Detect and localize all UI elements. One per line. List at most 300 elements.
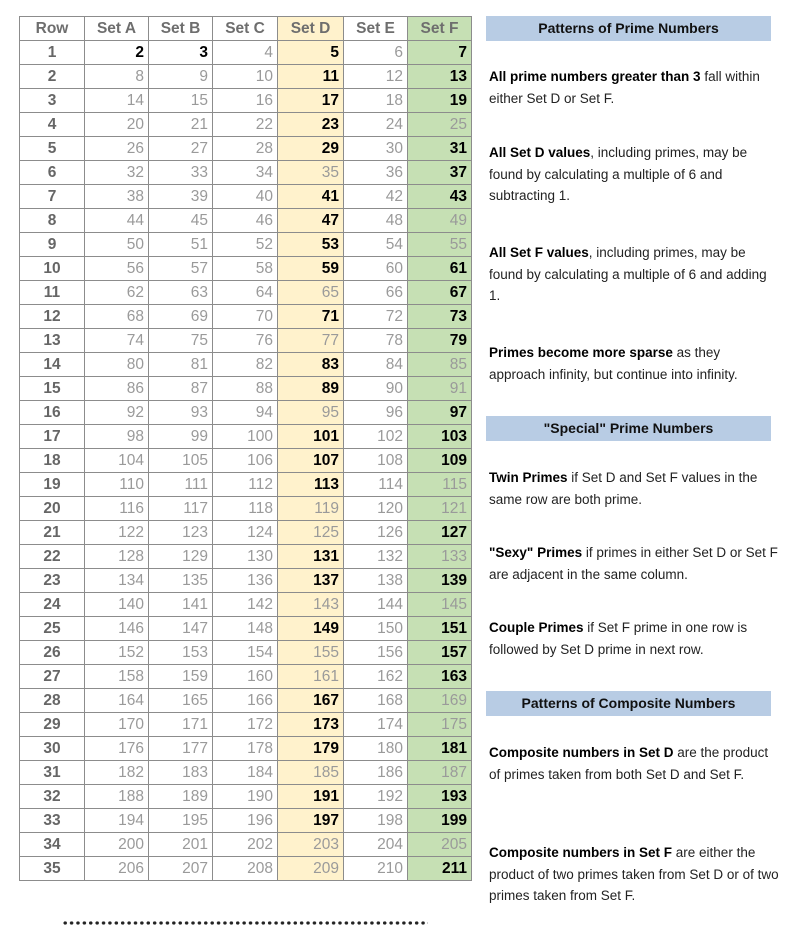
set-a-cell: 110 — [85, 473, 149, 497]
set-d-cell: 113 — [278, 473, 344, 497]
set-e-cell: 210 — [344, 857, 408, 881]
table-row — [20, 545, 472, 569]
set-e-cell: 192 — [344, 785, 408, 809]
set-a-cell: 200 — [85, 833, 149, 857]
set-f-cell: 199 — [408, 809, 472, 833]
set-f-cell: 211 — [408, 857, 472, 881]
set-e-cell: 174 — [344, 713, 408, 737]
set-d-cell: 119 — [278, 497, 344, 521]
set-a-cell: 146 — [85, 617, 149, 641]
set-c-cell: 16 — [213, 89, 278, 113]
row-number: 35 — [20, 857, 85, 881]
header-set-d: Set D — [278, 17, 344, 41]
header-set-a: Set A — [85, 17, 149, 41]
set-b-cell: 147 — [149, 617, 213, 641]
set-f-cell: 175 — [408, 713, 472, 737]
set-a-cell: 158 — [85, 665, 149, 689]
set-c-cell: 130 — [213, 545, 278, 569]
set-e-cell: 168 — [344, 689, 408, 713]
set-c-cell: 22 — [213, 113, 278, 137]
set-e-cell: 198 — [344, 809, 408, 833]
set-b-cell: 69 — [149, 305, 213, 329]
set-a-cell: 104 — [85, 449, 149, 473]
set-c-cell: 58 — [213, 257, 278, 281]
set-a-cell: 182 — [85, 761, 149, 785]
table-row — [20, 305, 472, 329]
row-number: 15 — [20, 377, 85, 401]
set-b-cell: 153 — [149, 641, 213, 665]
set-d-cell: 125 — [278, 521, 344, 545]
note-primes-in-sets — [489, 66, 779, 109]
row-number: 5 — [20, 137, 85, 161]
set-e-cell: 204 — [344, 833, 408, 857]
set-b-cell: 51 — [149, 233, 213, 257]
row-number: 30 — [20, 737, 85, 761]
set-f-cell: 121 — [408, 497, 472, 521]
table-row — [20, 281, 472, 305]
set-f-cell: 115 — [408, 473, 472, 497]
table-row — [20, 713, 472, 737]
header-set-e: Set E — [344, 17, 408, 41]
table-row — [20, 401, 472, 425]
set-f-cell: 13 — [408, 65, 472, 89]
grid-body — [20, 41, 472, 881]
set-e-cell: 96 — [344, 401, 408, 425]
note-bold: All Set F values — [489, 245, 589, 260]
set-f-cell: 103 — [408, 425, 472, 449]
row-number: 3 — [20, 89, 85, 113]
set-f-cell: 19 — [408, 89, 472, 113]
set-d-cell: 59 — [278, 257, 344, 281]
set-b-cell: 87 — [149, 377, 213, 401]
set-a-cell: 170 — [85, 713, 149, 737]
table-row — [20, 617, 472, 641]
set-e-cell: 30 — [344, 137, 408, 161]
set-e-cell: 78 — [344, 329, 408, 353]
set-f-cell: 67 — [408, 281, 472, 305]
header-composite-patterns: Patterns of Composite Numbers — [486, 691, 771, 716]
set-e-cell: 186 — [344, 761, 408, 785]
row-number: 20 — [20, 497, 85, 521]
set-f-cell: 139 — [408, 569, 472, 593]
set-c-cell: 106 — [213, 449, 278, 473]
set-c-cell: 154 — [213, 641, 278, 665]
set-b-cell: 177 — [149, 737, 213, 761]
set-f-cell: 97 — [408, 401, 472, 425]
set-a-cell: 32 — [85, 161, 149, 185]
set-a-cell: 92 — [85, 401, 149, 425]
row-number: 28 — [20, 689, 85, 713]
set-c-cell: 64 — [213, 281, 278, 305]
table-row — [20, 737, 472, 761]
prime-grid-table — [19, 16, 472, 881]
set-a-cell: 206 — [85, 857, 149, 881]
set-b-cell: 3 — [149, 41, 213, 65]
set-c-cell: 100 — [213, 425, 278, 449]
set-f-cell: 193 — [408, 785, 472, 809]
set-c-cell: 34 — [213, 161, 278, 185]
table-row — [20, 161, 472, 185]
set-f-cell: 109 — [408, 449, 472, 473]
table-row — [20, 521, 472, 545]
row-number: 19 — [20, 473, 85, 497]
set-c-cell: 46 — [213, 209, 278, 233]
set-c-cell: 184 — [213, 761, 278, 785]
note-set-f-values — [489, 242, 779, 307]
set-f-cell: 55 — [408, 233, 472, 257]
set-a-cell: 122 — [85, 521, 149, 545]
set-c-cell: 10 — [213, 65, 278, 89]
set-b-cell: 207 — [149, 857, 213, 881]
set-a-cell: 194 — [85, 809, 149, 833]
note-bold: All Set D values — [489, 145, 591, 160]
set-f-cell: 145 — [408, 593, 472, 617]
set-e-cell: 114 — [344, 473, 408, 497]
table-row — [20, 449, 472, 473]
set-b-cell: 171 — [149, 713, 213, 737]
table-row — [20, 329, 472, 353]
note-primes-sparse — [489, 342, 779, 385]
set-e-cell: 60 — [344, 257, 408, 281]
set-e-cell: 108 — [344, 449, 408, 473]
set-f-cell: 25 — [408, 113, 472, 137]
row-number: 33 — [20, 809, 85, 833]
row-number: 4 — [20, 113, 85, 137]
row-number: 25 — [20, 617, 85, 641]
set-f-cell: 169 — [408, 689, 472, 713]
row-number: 27 — [20, 665, 85, 689]
set-b-cell: 165 — [149, 689, 213, 713]
set-a-cell: 80 — [85, 353, 149, 377]
set-a-cell: 152 — [85, 641, 149, 665]
set-d-cell: 155 — [278, 641, 344, 665]
set-a-cell: 176 — [85, 737, 149, 761]
set-d-cell: 23 — [278, 113, 344, 137]
set-e-cell: 48 — [344, 209, 408, 233]
row-number: 21 — [20, 521, 85, 545]
set-f-cell: 181 — [408, 737, 472, 761]
note-text: if primes in either Set D or Set F are adjacent in the same column. — [489, 545, 778, 582]
note-set-d-values — [489, 142, 779, 207]
row-number: 14 — [20, 353, 85, 377]
set-b-cell: 111 — [149, 473, 213, 497]
set-e-cell: 72 — [344, 305, 408, 329]
set-d-cell: 203 — [278, 833, 344, 857]
header-row — [20, 17, 472, 41]
table-row — [20, 233, 472, 257]
set-f-cell: 49 — [408, 209, 472, 233]
set-a-cell: 62 — [85, 281, 149, 305]
table-row — [20, 497, 472, 521]
set-e-cell: 120 — [344, 497, 408, 521]
set-c-cell: 190 — [213, 785, 278, 809]
row-number: 16 — [20, 401, 85, 425]
set-a-cell: 68 — [85, 305, 149, 329]
set-e-cell: 156 — [344, 641, 408, 665]
set-a-cell: 2 — [85, 41, 149, 65]
table-row — [20, 809, 472, 833]
set-d-cell: 47 — [278, 209, 344, 233]
table-row — [20, 425, 472, 449]
set-d-cell: 191 — [278, 785, 344, 809]
set-d-cell: 161 — [278, 665, 344, 689]
set-b-cell: 99 — [149, 425, 213, 449]
table-row — [20, 377, 472, 401]
set-a-cell: 56 — [85, 257, 149, 281]
set-a-cell: 20 — [85, 113, 149, 137]
set-b-cell: 33 — [149, 161, 213, 185]
note-twin-primes — [489, 467, 779, 510]
set-d-cell: 173 — [278, 713, 344, 737]
set-a-cell: 14 — [85, 89, 149, 113]
set-e-cell: 162 — [344, 665, 408, 689]
note-bold: Composite numbers in Set F — [489, 845, 673, 860]
note-bold: Primes become more sparse — [489, 345, 673, 360]
set-a-cell: 128 — [85, 545, 149, 569]
set-f-cell: 79 — [408, 329, 472, 353]
set-a-cell: 116 — [85, 497, 149, 521]
set-c-cell: 160 — [213, 665, 278, 689]
set-c-cell: 208 — [213, 857, 278, 881]
set-b-cell: 21 — [149, 113, 213, 137]
set-f-cell: 43 — [408, 185, 472, 209]
set-d-cell: 131 — [278, 545, 344, 569]
set-d-cell: 179 — [278, 737, 344, 761]
set-c-cell: 94 — [213, 401, 278, 425]
set-d-cell: 77 — [278, 329, 344, 353]
set-a-cell: 44 — [85, 209, 149, 233]
set-e-cell: 66 — [344, 281, 408, 305]
row-number: 22 — [20, 545, 85, 569]
set-c-cell: 76 — [213, 329, 278, 353]
set-c-cell: 178 — [213, 737, 278, 761]
set-b-cell: 45 — [149, 209, 213, 233]
set-c-cell: 172 — [213, 713, 278, 737]
row-number: 29 — [20, 713, 85, 737]
set-d-cell: 137 — [278, 569, 344, 593]
set-b-cell: 141 — [149, 593, 213, 617]
note-sexy-primes — [489, 542, 779, 585]
set-a-cell: 134 — [85, 569, 149, 593]
set-c-cell: 166 — [213, 689, 278, 713]
note-text: , including primes, may be found by calculating a multiple of 6 and adding 1. — [489, 245, 767, 303]
set-d-cell: 53 — [278, 233, 344, 257]
set-e-cell: 126 — [344, 521, 408, 545]
row-number: 23 — [20, 569, 85, 593]
set-d-cell: 197 — [278, 809, 344, 833]
note-composite-set-f — [489, 842, 779, 907]
set-d-cell: 11 — [278, 65, 344, 89]
set-d-cell: 101 — [278, 425, 344, 449]
row-number: 12 — [20, 305, 85, 329]
set-d-cell: 209 — [278, 857, 344, 881]
set-a-cell: 74 — [85, 329, 149, 353]
set-f-cell: 163 — [408, 665, 472, 689]
table-row — [20, 569, 472, 593]
set-f-cell: 73 — [408, 305, 472, 329]
note-text: as they approach infinity, but continue into infinity. — [489, 345, 738, 382]
set-c-cell: 40 — [213, 185, 278, 209]
set-f-cell: 187 — [408, 761, 472, 785]
set-b-cell: 39 — [149, 185, 213, 209]
note-text: , including primes, may be found by calculating a multiple of 6 and subtracting 1. — [489, 145, 748, 203]
row-number: 32 — [20, 785, 85, 809]
set-d-cell: 83 — [278, 353, 344, 377]
note-bold: Composite numbers in Set D — [489, 745, 674, 760]
set-f-cell: 133 — [408, 545, 472, 569]
set-f-cell: 7 — [408, 41, 472, 65]
set-c-cell: 88 — [213, 377, 278, 401]
set-e-cell: 180 — [344, 737, 408, 761]
header-set-c: Set C — [213, 17, 278, 41]
set-f-cell: 31 — [408, 137, 472, 161]
row-number: 34 — [20, 833, 85, 857]
set-a-cell: 140 — [85, 593, 149, 617]
table-row — [20, 785, 472, 809]
set-c-cell: 196 — [213, 809, 278, 833]
table-row — [20, 641, 472, 665]
set-e-cell: 144 — [344, 593, 408, 617]
set-b-cell: 105 — [149, 449, 213, 473]
set-b-cell: 27 — [149, 137, 213, 161]
row-number: 9 — [20, 233, 85, 257]
set-e-cell: 36 — [344, 161, 408, 185]
set-c-cell: 52 — [213, 233, 278, 257]
table-row — [20, 185, 472, 209]
set-f-cell: 85 — [408, 353, 472, 377]
table-row — [20, 257, 472, 281]
note-text: if Set F prime in one row is followed by Set D prime in next row. — [489, 620, 748, 657]
set-b-cell: 123 — [149, 521, 213, 545]
set-f-cell: 37 — [408, 161, 472, 185]
note-bold: All prime numbers greater than 3 — [489, 69, 701, 84]
set-f-cell: 127 — [408, 521, 472, 545]
row-number: 2 — [20, 65, 85, 89]
set-b-cell: 117 — [149, 497, 213, 521]
set-c-cell: 28 — [213, 137, 278, 161]
set-a-cell: 98 — [85, 425, 149, 449]
set-b-cell: 93 — [149, 401, 213, 425]
set-c-cell: 148 — [213, 617, 278, 641]
row-number: 11 — [20, 281, 85, 305]
set-a-cell: 8 — [85, 65, 149, 89]
table-row — [20, 689, 472, 713]
set-b-cell: 201 — [149, 833, 213, 857]
header-set-b: Set B — [149, 17, 213, 41]
set-d-cell: 5 — [278, 41, 344, 65]
note-text: if Set D and Set F values in the same row are both prime. — [489, 470, 758, 507]
set-e-cell: 6 — [344, 41, 408, 65]
set-b-cell: 135 — [149, 569, 213, 593]
set-f-cell: 157 — [408, 641, 472, 665]
table-row — [20, 665, 472, 689]
set-d-cell: 35 — [278, 161, 344, 185]
set-e-cell: 102 — [344, 425, 408, 449]
set-d-cell: 17 — [278, 89, 344, 113]
header-patterns-of-primes: Patterns of Prime Numbers — [486, 16, 771, 41]
set-d-cell: 89 — [278, 377, 344, 401]
set-f-cell: 205 — [408, 833, 472, 857]
set-b-cell: 189 — [149, 785, 213, 809]
table-row — [20, 113, 472, 137]
set-c-cell: 4 — [213, 41, 278, 65]
set-b-cell: 57 — [149, 257, 213, 281]
set-d-cell: 95 — [278, 401, 344, 425]
row-number: 18 — [20, 449, 85, 473]
set-b-cell: 15 — [149, 89, 213, 113]
row-number: 13 — [20, 329, 85, 353]
table-row — [20, 593, 472, 617]
note-text: are the product of primes taken from both Set D and Set F. — [489, 745, 769, 782]
table-row — [20, 857, 472, 881]
set-d-cell: 167 — [278, 689, 344, 713]
set-c-cell: 118 — [213, 497, 278, 521]
set-b-cell: 9 — [149, 65, 213, 89]
table-row — [20, 89, 472, 113]
table-row — [20, 761, 472, 785]
set-b-cell: 183 — [149, 761, 213, 785]
table-row — [20, 65, 472, 89]
set-d-cell: 29 — [278, 137, 344, 161]
set-b-cell: 81 — [149, 353, 213, 377]
set-f-cell: 151 — [408, 617, 472, 641]
set-c-cell: 70 — [213, 305, 278, 329]
header-row-label: Row — [20, 17, 85, 41]
set-e-cell: 138 — [344, 569, 408, 593]
set-b-cell: 129 — [149, 545, 213, 569]
table-row — [20, 137, 472, 161]
set-a-cell: 86 — [85, 377, 149, 401]
set-e-cell: 54 — [344, 233, 408, 257]
row-number: 10 — [20, 257, 85, 281]
table-row — [20, 41, 472, 65]
row-number: 8 — [20, 209, 85, 233]
set-c-cell: 142 — [213, 593, 278, 617]
set-d-cell: 71 — [278, 305, 344, 329]
note-bold: "Sexy" Primes — [489, 545, 583, 560]
table-row — [20, 473, 472, 497]
note-couple-primes — [489, 617, 779, 660]
set-e-cell: 18 — [344, 89, 408, 113]
set-b-cell: 63 — [149, 281, 213, 305]
note-bold: Twin Primes — [489, 470, 568, 485]
set-a-cell: 164 — [85, 689, 149, 713]
row-number: 7 — [20, 185, 85, 209]
table-row — [20, 353, 472, 377]
note-composite-set-d — [489, 742, 779, 785]
set-d-cell: 107 — [278, 449, 344, 473]
set-d-cell: 185 — [278, 761, 344, 785]
table-row — [20, 833, 472, 857]
set-f-cell: 91 — [408, 377, 472, 401]
set-b-cell: 195 — [149, 809, 213, 833]
set-d-cell: 65 — [278, 281, 344, 305]
row-number: 17 — [20, 425, 85, 449]
note-text: are either the product of two primes taken from Set D or of two primes taken from Set F. — [489, 845, 779, 903]
set-e-cell: 90 — [344, 377, 408, 401]
set-e-cell: 42 — [344, 185, 408, 209]
row-number: 26 — [20, 641, 85, 665]
row-number: 6 — [20, 161, 85, 185]
note-bold: Couple Primes — [489, 620, 584, 635]
set-b-cell: 159 — [149, 665, 213, 689]
set-a-cell: 26 — [85, 137, 149, 161]
set-c-cell: 124 — [213, 521, 278, 545]
header-special-primes: "Special" Prime Numbers — [486, 416, 771, 441]
set-e-cell: 84 — [344, 353, 408, 377]
set-e-cell: 24 — [344, 113, 408, 137]
set-e-cell: 12 — [344, 65, 408, 89]
